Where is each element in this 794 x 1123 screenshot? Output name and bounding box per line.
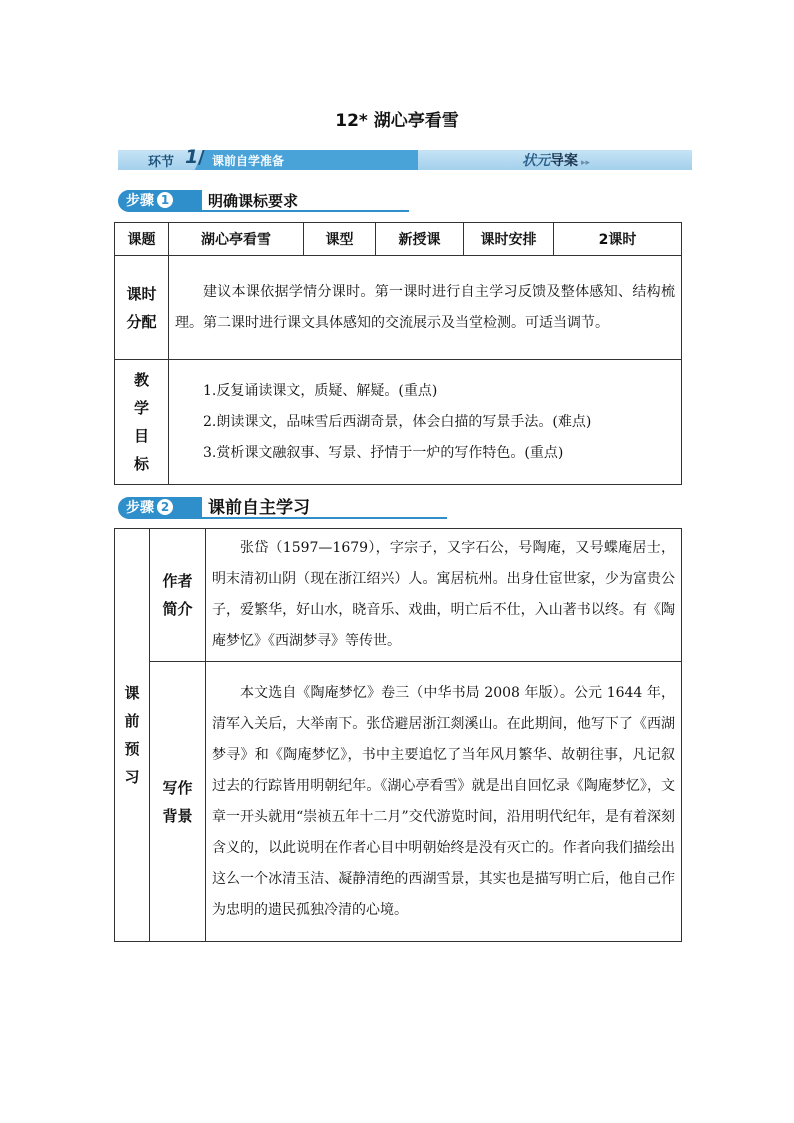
banner-light-cut <box>418 150 518 170</box>
section-banner <box>118 146 692 170</box>
section-number: 1 <box>185 146 199 168</box>
guide-text: 导案 <box>550 153 578 169</box>
step-pill-text: 步骤 <box>126 193 154 209</box>
step-pill-text: 步骤 <box>126 500 154 516</box>
topic-value: 湖心亭看雪 <box>169 223 304 256</box>
goals-char: 目 <box>133 427 149 445</box>
goals-char: 学 <box>133 399 149 417</box>
author-header-line: 简介 <box>162 600 193 618</box>
goal-item: 3.赏析课文融叙事、写景、抒情于一炉的写作特色。(重点) <box>203 444 564 461</box>
step-number-circle: 2 <box>157 499 173 515</box>
header-author <box>150 529 206 662</box>
guide-prefix: 状元 <box>522 153 550 169</box>
schedule-value: 2课时 <box>554 223 682 256</box>
type-value: 新授课 <box>376 223 464 256</box>
preview-char: 预 <box>124 740 140 758</box>
header-preview <box>115 529 150 942</box>
step-pill <box>118 190 202 212</box>
author-text: 张岱（1597—1679），字宗子，又字石公，号陶庵，又号蝶庵居士，明末清初山阴（现在浙江绍兴）人。寓居杭州。出身仕宦世家，少为富贵公子，爱繁华，好山水，晓音乐、戏曲，明亡后不仕，入山著书以终。有《陶庵梦忆》《西湖梦寻》等传世。 <box>206 529 682 662</box>
background-header-line: 背景 <box>162 806 193 825</box>
page-title: 12* 湖心亭看雪 <box>335 111 459 131</box>
goals-list <box>169 360 682 485</box>
step-number-circle: 1 <box>157 192 173 208</box>
header-schedule: 课时安排 <box>464 223 554 256</box>
goal-item: 2.朗读课文，品味雪后西湖奇景，体会白描的写景手法。(难点) <box>203 413 592 430</box>
step-pill <box>118 497 202 519</box>
preview-table <box>114 528 682 942</box>
section-name: 课前自学准备 <box>212 154 285 168</box>
lesson-info-table <box>114 222 682 485</box>
header-type: 课型 <box>304 223 376 256</box>
header-goals <box>115 360 169 485</box>
preview-char: 前 <box>124 712 140 730</box>
double-arrow-icon: ▸▸ <box>581 158 591 168</box>
goals-char: 教 <box>133 371 149 389</box>
goals-char: 标 <box>133 455 149 473</box>
preview-char: 课 <box>124 684 140 702</box>
slash-icon: / <box>198 147 205 168</box>
background-text: 本文选自《陶庵梦忆》卷三（中华书局 2008 年版）。公元 1644 年，清军入关后，大举南下。张岱避居浙江剡溪山。在此期间，他写下了《西湖梦寻》和《陶庵梦忆》，书中主要追忆了当年风月繁华、故朝往事，凡记叙过去的行踪皆用明朝纪年。《湖心亭看雪》就是出自回忆录《陶庵梦忆》，文章一开头就用“崇祯五年十二月”交代游览时间，沿用明代纪年，是有着深刻含义的，以此说明在作者心目中明朝始终是没有灭亡的。作者向我们描绘出这么一个冰清玉洁、凝静清绝的西湖雪景，其实也是描写明亡后，他自己作为忠明的遗民孤独冷清的心境。 <box>206 662 682 942</box>
header-background <box>150 662 206 942</box>
background-header-line: 写作 <box>162 778 193 797</box>
header-topic: 课题 <box>115 223 169 256</box>
header-distribution: 课时分配 <box>115 256 169 360</box>
preview-char: 习 <box>124 768 140 786</box>
guide-label <box>522 150 590 170</box>
step-label: 课前自主学习 <box>202 497 447 519</box>
distribution-text: 建议本课依据学情分课时。第一课时进行自主学习反馈及整体感知、结构梳理。第二课时进行课文具体感知的交流展示及当堂检测。可适当调节。 <box>169 256 682 360</box>
step-label: 明确课标要求 <box>202 190 409 212</box>
author-header-line: 作者 <box>162 572 193 590</box>
goal-item: 1.反复诵读课文，质疑、解疑。(重点) <box>203 382 438 399</box>
section-label: 环节 <box>148 155 175 170</box>
